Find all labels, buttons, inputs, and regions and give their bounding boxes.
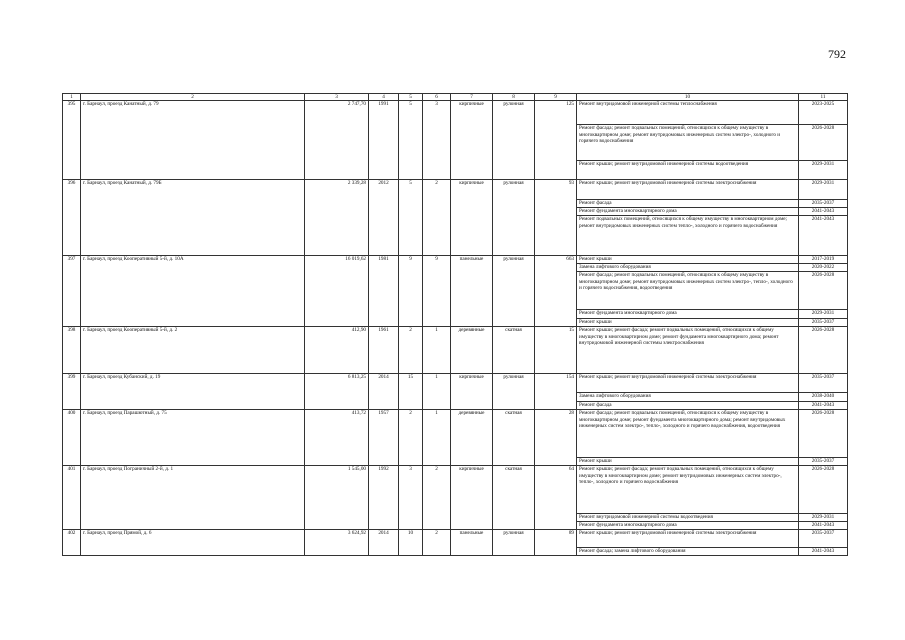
floors-cell: 3 bbox=[399, 466, 423, 530]
walls-material-cell: кирпичные bbox=[451, 374, 493, 410]
repair-period-cell: 2020-2022 bbox=[799, 264, 848, 272]
entrances-cell: 2 bbox=[423, 466, 451, 530]
roof-type-cell: скатная bbox=[493, 466, 535, 530]
floors-cell: 9 bbox=[399, 256, 423, 327]
roof-type-cell: рулонная bbox=[493, 180, 535, 256]
residents-cell: 154 bbox=[535, 374, 577, 410]
residents-cell: 28 bbox=[535, 410, 577, 466]
table-row bbox=[63, 530, 848, 548]
repair-work-cell: Замена лифтового оборудования bbox=[577, 393, 799, 402]
capital-repair-table bbox=[62, 93, 848, 556]
repair-period-cell: 2038-2040 bbox=[799, 393, 848, 402]
residents-cell: 125 bbox=[535, 101, 577, 180]
repair-work-cell: Ремонт крыши bbox=[577, 256, 799, 264]
entrances-cell: 3 bbox=[423, 101, 451, 180]
row-number: 399 bbox=[63, 374, 81, 410]
col-header: 1 bbox=[63, 94, 81, 101]
table-row bbox=[63, 327, 848, 374]
repair-period-cell: 2029-2031 bbox=[799, 514, 848, 522]
area-cell: 6 813,25 bbox=[305, 374, 369, 410]
row-number: 397 bbox=[63, 256, 81, 327]
table-body bbox=[63, 94, 848, 556]
address-cell: г. Барнаул, проезд Кооперативный 5-й, д. 2 bbox=[81, 327, 305, 374]
area-cell: 412,90 bbox=[305, 327, 369, 374]
repair-work-cell: Ремонт крыши; ремонт внутридомовой инженерной системы водоотведения bbox=[577, 161, 799, 180]
repair-work-cell: Ремонт внутридомовой инженерной системы теплоснабжения bbox=[577, 101, 799, 125]
col-header: 7 bbox=[451, 94, 493, 101]
repair-work-cell: Ремонт фасада bbox=[577, 200, 799, 208]
repair-period-cell: 2035-2037 bbox=[799, 374, 848, 393]
row-number: 395 bbox=[63, 101, 81, 180]
residents-cell: 93 bbox=[535, 180, 577, 256]
repair-period-cell: 2023-2025 bbox=[799, 101, 848, 125]
floors-cell: 10 bbox=[399, 530, 423, 556]
repair-period-cell: 2026-2028 bbox=[799, 327, 848, 374]
entrances-cell: 1 bbox=[423, 327, 451, 374]
entrances-cell: 1 bbox=[423, 374, 451, 410]
roof-type-cell: скатная bbox=[493, 327, 535, 374]
residents-cell: 15 bbox=[535, 327, 577, 374]
area-cell: 2 747,70 bbox=[305, 101, 369, 180]
repair-period-cell: 2041-2043 bbox=[799, 208, 848, 216]
repair-period-cell: 2041-2043 bbox=[799, 548, 848, 556]
repair-period-cell: 2041-2043 bbox=[799, 216, 848, 256]
row-number: 402 bbox=[63, 530, 81, 556]
repair-period-cell: 2041-2043 bbox=[799, 402, 848, 410]
repair-work-cell: Ремонт крыши; ремонт внутридомовой инженерной системы электроснабжения bbox=[577, 374, 799, 393]
col-header: 11 bbox=[799, 94, 848, 101]
repair-period-cell: 2029-2031 bbox=[799, 161, 848, 180]
repair-work-cell: Ремонт внутридомовой инженерной системы водоотведения bbox=[577, 514, 799, 522]
area-cell: 1 545,00 bbox=[305, 466, 369, 530]
row-number: 398 bbox=[63, 327, 81, 374]
walls-material-cell: деревянные bbox=[451, 410, 493, 466]
repair-period-cell: 2035-2037 bbox=[799, 319, 848, 327]
area-cell: 2 339,28 bbox=[305, 180, 369, 256]
entrances-cell: 2 bbox=[423, 530, 451, 556]
walls-material-cell: панельные bbox=[451, 530, 493, 556]
repair-work-cell: Ремонт фасада; ремонт подвальных помещений, относящихся к общему имуществу в многоквартирном доме; ремонт внутридомовых инженерных систем электро-, тепло-, холодного и горячего водоснабжения, водоотведения bbox=[577, 272, 799, 310]
table-row bbox=[63, 466, 848, 514]
col-header: 9 bbox=[535, 94, 577, 101]
year-cell: 1957 bbox=[369, 410, 399, 466]
col-header: 6 bbox=[423, 94, 451, 101]
year-cell: 2014 bbox=[369, 374, 399, 410]
row-number: 401 bbox=[63, 466, 81, 530]
repair-work-cell: Ремонт крыши; ремонт фасада; ремонт подвальных помещений, относящихся к общему имуществу в многоквартирном доме; ремонт фундамента многоквартирного дома; ремонт внутридомовой инженерной системы электроснабжения bbox=[577, 327, 799, 374]
table-row bbox=[63, 101, 848, 125]
header-row bbox=[63, 94, 848, 101]
floors-cell: 2 bbox=[399, 327, 423, 374]
table-row bbox=[63, 256, 848, 264]
walls-material-cell: деревянные bbox=[451, 327, 493, 374]
repair-work-cell: Ремонт крыши bbox=[577, 319, 799, 327]
floors-cell: 5 bbox=[399, 180, 423, 256]
address-cell: г. Барнаул, проезд Кооперативный 5-й, д. 10А bbox=[81, 256, 305, 327]
repair-work-cell: Ремонт фундамента многоквартирного дома bbox=[577, 310, 799, 319]
col-header: 5 bbox=[399, 94, 423, 101]
address-cell: г. Барнаул, проезд Канатный, д. 79Б bbox=[81, 180, 305, 256]
repair-work-cell: Ремонт крыши; ремонт фасада; ремонт подвальных помещений, относящихся к общему имуществу в многоквартирном доме; ремонт внутридомовых инженерных систем электро-, тепло-, холодного и горячего водоснабжения bbox=[577, 466, 799, 514]
row-number: 400 bbox=[63, 410, 81, 466]
repair-work-cell: Замена лифтового оборудования bbox=[577, 264, 799, 272]
col-header: 2 bbox=[81, 94, 305, 101]
repair-work-cell: Ремонт фундамента многоквартирного дома bbox=[577, 522, 799, 530]
repair-work-cell: Ремонт крыши; ремонт внутридомовой инженерной системы электроснабжения bbox=[577, 180, 799, 200]
year-cell: 2014 bbox=[369, 530, 399, 556]
floors-cell: 15 bbox=[399, 374, 423, 410]
repair-period-cell: 2017-2019 bbox=[799, 256, 848, 264]
repair-period-cell: 2026-2028 bbox=[799, 272, 848, 310]
repair-work-cell: Ремонт фасада; ремонт подвальных помещений, относящихся к общему имуществу в многоквартирном доме; ремонт внутридомовых инженерных систем электро-, холодного и горячего водоснабжения bbox=[577, 125, 799, 161]
entrances-cell: 9 bbox=[423, 256, 451, 327]
residents-cell: 89 bbox=[535, 530, 577, 556]
col-header: 4 bbox=[369, 94, 399, 101]
walls-material-cell: кирпичные bbox=[451, 466, 493, 530]
area-cell: 413,72 bbox=[305, 410, 369, 466]
walls-material-cell: кирпичные bbox=[451, 101, 493, 180]
year-cell: 1981 bbox=[369, 256, 399, 327]
col-header: 3 bbox=[305, 94, 369, 101]
year-cell: 1992 bbox=[369, 466, 399, 530]
repair-period-cell: 2035-2037 bbox=[799, 200, 848, 208]
walls-material-cell: панельные bbox=[451, 256, 493, 327]
repair-period-cell: 2035-2037 bbox=[799, 458, 848, 466]
table-row bbox=[63, 374, 848, 393]
year-cell: 2012 bbox=[369, 180, 399, 256]
table-row bbox=[63, 180, 848, 200]
col-header: 10 bbox=[577, 94, 799, 101]
page-number: 792 bbox=[828, 47, 846, 61]
address-cell: г. Барнаул, проезд Пограничный 2-й, д. 1 bbox=[81, 466, 305, 530]
repair-period-cell: 2026-2028 bbox=[799, 125, 848, 161]
repair-period-cell: 2035-2037 bbox=[799, 530, 848, 548]
residents-cell: 64 bbox=[535, 466, 577, 530]
repair-period-cell: 2029-2031 bbox=[799, 180, 848, 200]
entrances-cell: 1 bbox=[423, 410, 451, 466]
repair-work-cell: Ремонт фасада; ремонт подвальных помещений, относящихся к общему имуществу в многоквартирном доме; ремонт фундамента многоквартирного дома; ремонт внутридомовых инженерных систем электро-, тепло-, холодного и горячего водоснабжения, водоотведения bbox=[577, 410, 799, 458]
residents-cell: 663 bbox=[535, 256, 577, 327]
roof-type-cell: рулонная bbox=[493, 101, 535, 180]
address-cell: г. Барнаул, проезд Прямой, д. 6 bbox=[81, 530, 305, 556]
repair-period-cell: 2026-2028 bbox=[799, 410, 848, 458]
address-cell: г. Барнаул, проезд Кубанский, д. 19 bbox=[81, 374, 305, 410]
table-row bbox=[63, 410, 848, 458]
entrances-cell: 2 bbox=[423, 180, 451, 256]
repair-work-cell: Ремонт крыши bbox=[577, 458, 799, 466]
floors-cell: 2 bbox=[399, 410, 423, 466]
area-cell: 16 019,62 bbox=[305, 256, 369, 327]
repair-work-cell: Ремонт крыши; ремонт внутридомовой инженерной системы электроснабжения bbox=[577, 530, 799, 548]
walls-material-cell: кирпичные bbox=[451, 180, 493, 256]
repair-work-cell: Ремонт фундамента многоквартирного дома bbox=[577, 208, 799, 216]
floors-cell: 5 bbox=[399, 101, 423, 180]
repair-period-cell: 2029-2031 bbox=[799, 310, 848, 319]
repair-period-cell: 2041-2043 bbox=[799, 522, 848, 530]
roof-type-cell: скатная bbox=[493, 410, 535, 466]
area-cell: 3 624,92 bbox=[305, 530, 369, 556]
address-cell: г. Барнаул, проезд Парашютный, д. 75 bbox=[81, 410, 305, 466]
roof-type-cell: рулонная bbox=[493, 530, 535, 556]
col-header: 8 bbox=[493, 94, 535, 101]
repair-period-cell: 2026-2028 bbox=[799, 466, 848, 514]
repair-work-cell: Ремонт фасада; замена лифтового оборудования bbox=[577, 548, 799, 556]
address-cell: г. Барнаул, проезд Канатный, д. 79 bbox=[81, 101, 305, 180]
repair-work-cell: Ремонт подвальных помещений, относящихся к общему имуществу в многоквартирном доме; ремонт внутридомовых инженерных систем тепло-, холодного и горячего водоснабжения bbox=[577, 216, 799, 256]
year-cell: 1991 bbox=[369, 101, 399, 180]
year-cell: 1961 bbox=[369, 327, 399, 374]
row-number: 396 bbox=[63, 180, 81, 256]
roof-type-cell: рулонная bbox=[493, 374, 535, 410]
roof-type-cell: рулонная bbox=[493, 256, 535, 327]
repair-work-cell: Ремонт фасада bbox=[577, 402, 799, 410]
